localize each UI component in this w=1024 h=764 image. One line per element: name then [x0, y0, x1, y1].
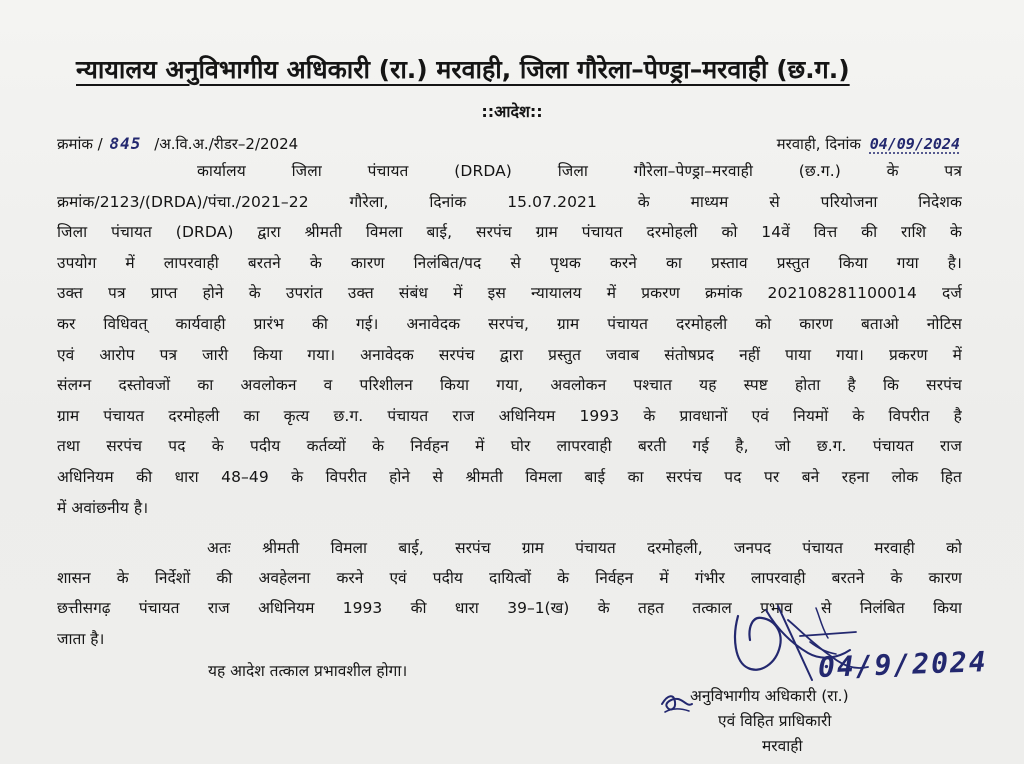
body-line: कार्यालय जिला पंचायत (DRDA) जिला गौरेला–पेण्ड्रा–मरवाही (छ.ग.) के पत्र [197, 162, 962, 180]
signatory-authority: एवं विहित प्राधिकारी [718, 712, 832, 730]
body-line: तथा सरपंच पद के पदीय कर्तव्यों के निर्वहन में घोर लापरवाही बरती गई है, जो छ.ग. पंचायत राज [57, 437, 962, 456]
body-line: कर विधिवत् कार्यवाही प्रारंभ की गई। अनावेदक सरपंच, ग्राम पंचायत दरमोहली को कारण बताओ नोटिस [57, 314, 962, 333]
order-line: छत्तीसगढ़ पंचायत राज अधिनियम 1993 की धारा 39–1(ख) के तहत तत्काल प्रभाव से निलंबित किया [57, 599, 962, 618]
initial-mark [660, 688, 694, 716]
handwritten-issue-date: 04/09/2024 [869, 135, 960, 153]
issue-date [777, 134, 960, 154]
court-heading: न्यायालय अनुविभागीय अधिकारी (रा.) मरवाही, जिला गौरेला–पेण्ड्रा–मरवाही (छ.ग.) [76, 55, 850, 84]
order-body [57, 156, 962, 523]
signatory-block [690, 684, 849, 759]
body-line: जिला पंचायत (DRDA) द्वारा श्रीमती विमला बाई, सरपंच ग्राम पंचायत दरमोहली को 14वें वित्त की राशि के [57, 223, 962, 242]
body-line: उपयोग में लापरवाही बरतने के कारण निलंबित/पद से पृथक करने का प्रस्ताव प्रस्तुत किया गया है। [57, 253, 962, 272]
body-line: में अवांछनीय है। [57, 498, 149, 517]
reference-number [57, 134, 298, 154]
body-line: ग्राम पंचायत दरमोहली का कृत्य छ.ग. पंचायत राज अधिनियम 1993 के प्रावधानों एवं नियमों के विपरीत है [57, 406, 962, 425]
handwritten-reference-number: 845 [109, 134, 142, 153]
reference-suffix: /अ.वि.अ./रीडर–2/2024 [154, 135, 299, 153]
order-title: ::आदेश:: [481, 102, 543, 121]
body-line: क्रमांक/2123/(DRDA)/पंचा./2021–22 गौरेला, दिनांक 15.07.2021 के माध्यम से परियोजना निदेशक [57, 192, 962, 211]
body-line: संलग्न दस्तोवजों का अवलोकन व परिशीलन किया गया, अवलोकन पश्चात यह स्पष्ट होता है कि सरपंच [57, 376, 962, 395]
body-line: अधिनियम की धारा 48–49 के विपरीत होने से श्रीमती विमला बाई का सरपंच पद पर बने रहना लोक हित [57, 467, 962, 486]
signature-date: 04/9/2024 [817, 645, 989, 684]
effective-statement: यह आदेश तत्काल प्रभावशील होगा। [208, 662, 408, 680]
body-line: उक्त पत्र प्राप्त होने के उपरांत उक्त संबंध में इस न्यायालय में प्रकरण क्रमांक 202108281100014 दर्ज [57, 284, 962, 303]
order-line: जाता है। [57, 629, 105, 648]
body-line: एवं आरोप पत्र जारी किया गया। अनावेदक सरपंच द्वारा प्रस्तुत जवाब संतोषप्रद नहीं पाया गया। प्रकरण में [57, 345, 962, 364]
signatory-title: अनुविभागीय अधिकारी (रा.) [690, 687, 849, 705]
order-line: अतः श्रीमती विमला बाई, सरपंच ग्राम पंचायत दरमोहली, जनपद पंचायत मरवाही को [207, 539, 962, 557]
reference-prefix: क्रमांक / [57, 135, 103, 153]
signatory-place: मरवाही [762, 737, 803, 755]
order-line: शासन के निर्देशों की अवहेलना करने एवं पदीय दायित्वों के निर्वहन में गंभीर लापरवाही बरतने के कारण [57, 569, 962, 588]
place-date-label: मरवाही, दिनांक [776, 135, 861, 153]
